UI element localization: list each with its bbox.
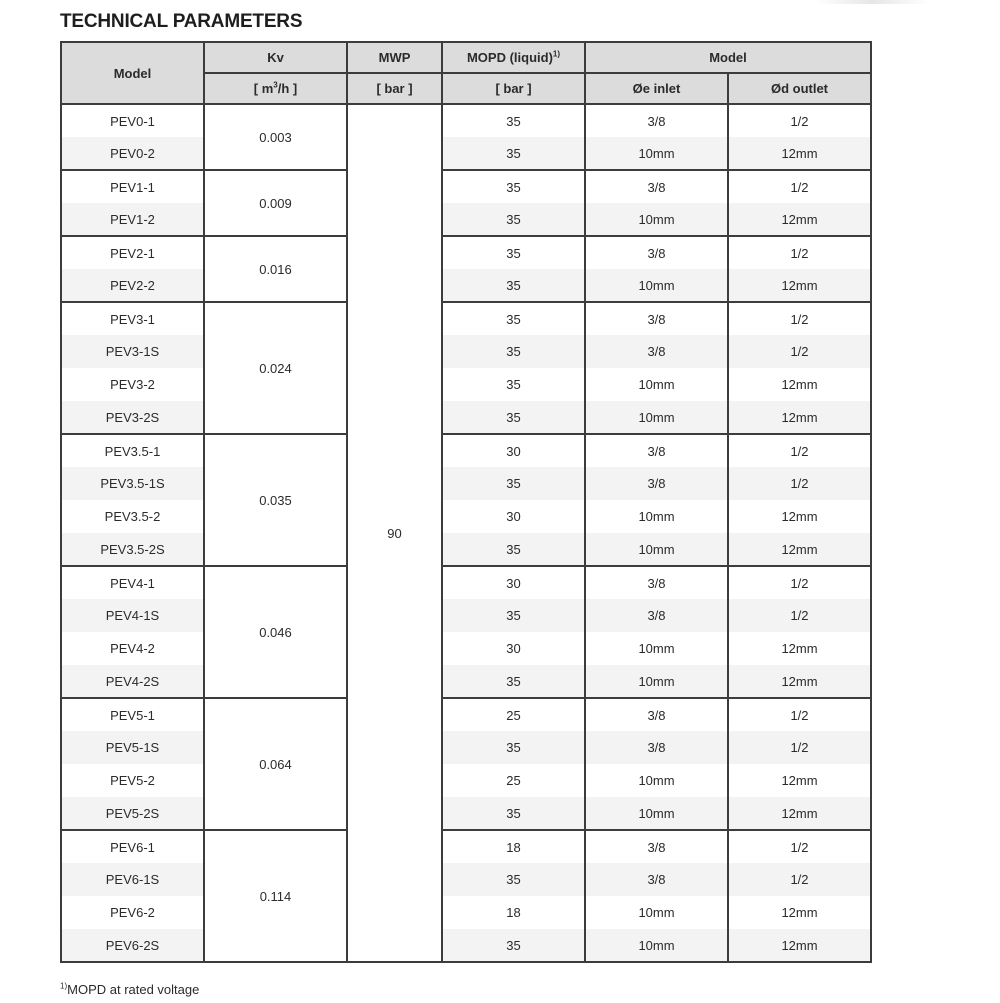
table-row [61, 929, 871, 962]
cell-outlet: 12mm [728, 665, 871, 698]
cell-outlet: 1/2 [728, 830, 871, 863]
table-row [61, 797, 871, 830]
page-title: TECHNICAL PARAMETERS [60, 11, 303, 32]
technical-parameters-table [60, 41, 872, 963]
table-row [61, 731, 871, 764]
cell-outlet: 1/2 [728, 731, 871, 764]
cell-inlet: 3/8 [585, 698, 728, 731]
cell-mopd: 35 [442, 104, 585, 137]
table-row [61, 401, 871, 434]
cell-kv: 0.114 [204, 830, 347, 962]
cell-model: PEV1-1 [61, 170, 204, 203]
table-row [61, 500, 871, 533]
table-row [61, 863, 871, 896]
table-row [61, 467, 871, 500]
cell-inlet: 10mm [585, 500, 728, 533]
cell-inlet: 10mm [585, 632, 728, 665]
cell-model: PEV6-2S [61, 929, 204, 962]
cell-model: PEV4-1 [61, 566, 204, 599]
cell-inlet: 3/8 [585, 566, 728, 599]
cell-mopd: 30 [442, 500, 585, 533]
cell-model: PEV0-1 [61, 104, 204, 137]
cell-outlet: 12mm [728, 896, 871, 929]
cell-model: PEV5-2 [61, 764, 204, 797]
kv-unit-prefix: [ m [253, 81, 274, 96]
cell-inlet: 3/8 [585, 467, 728, 500]
header-kv-unit [204, 73, 347, 104]
cell-outlet: 12mm [728, 500, 871, 533]
footnote-mark: 1) [60, 981, 68, 991]
cell-inlet: 10mm [585, 665, 728, 698]
table-row [61, 632, 871, 665]
cell-kv: 0.035 [204, 434, 347, 566]
cell-outlet: 1/2 [728, 698, 871, 731]
header-mopd-label: MOPD (liquid) [466, 50, 553, 65]
cell-outlet: 12mm [728, 929, 871, 962]
cell-inlet: 10mm [585, 797, 728, 830]
header-mwp-unit: [ bar ] [347, 73, 442, 104]
cell-inlet: 3/8 [585, 830, 728, 863]
table-header [61, 42, 871, 104]
table-body [61, 104, 871, 962]
cell-model: PEV4-2 [61, 632, 204, 665]
table-row [61, 269, 871, 302]
cell-outlet: 12mm [728, 401, 871, 434]
cell-inlet: 3/8 [585, 863, 728, 896]
cell-inlet: 3/8 [585, 170, 728, 203]
cell-inlet: 3/8 [585, 335, 728, 368]
cell-mopd: 18 [442, 830, 585, 863]
cell-mopd: 18 [442, 896, 585, 929]
cell-inlet: 3/8 [585, 236, 728, 269]
table-row [61, 434, 871, 467]
header-kv: Kv [204, 42, 347, 73]
cell-inlet: 10mm [585, 269, 728, 302]
cell-outlet: 1/2 [728, 236, 871, 269]
table-row [61, 764, 871, 797]
cell-model: PEV5-1S [61, 731, 204, 764]
cell-model: PEV6-2 [61, 896, 204, 929]
cell-outlet: 12mm [728, 269, 871, 302]
cell-mopd: 35 [442, 665, 585, 698]
footnote-text: MOPD at rated voltage [67, 982, 200, 997]
table-row [61, 302, 871, 335]
cell-mopd: 35 [442, 797, 585, 830]
kv-unit-superscript: 3 [273, 80, 278, 90]
table-row [61, 170, 871, 203]
cell-outlet: 1/2 [728, 302, 871, 335]
cell-model: PEV6-1S [61, 863, 204, 896]
cell-mopd: 35 [442, 335, 585, 368]
cell-model: PEV3-2S [61, 401, 204, 434]
cell-kv: 0.003 [204, 104, 347, 170]
cell-inlet: 3/8 [585, 434, 728, 467]
cell-outlet: 1/2 [728, 434, 871, 467]
header-model: Model [61, 42, 204, 104]
cell-model: PEV0-2 [61, 137, 204, 170]
kv-unit-suffix: /h ] [277, 81, 298, 96]
table-row [61, 830, 871, 863]
header-model-group: Model [585, 42, 871, 73]
cell-model: PEV4-1S [61, 599, 204, 632]
header-mwp: MWP [347, 42, 442, 73]
cell-outlet: 1/2 [728, 599, 871, 632]
cell-inlet: 10mm [585, 368, 728, 401]
cell-kv: 0.016 [204, 236, 347, 302]
cell-mopd: 35 [442, 203, 585, 236]
cell-model: PEV6-1 [61, 830, 204, 863]
cell-outlet: 12mm [728, 764, 871, 797]
cell-mopd: 35 [442, 170, 585, 203]
cell-mopd: 35 [442, 236, 585, 269]
cell-model: PEV3.5-1S [61, 467, 204, 500]
cell-mopd: 35 [442, 929, 585, 962]
cell-model: PEV3.5-2S [61, 533, 204, 566]
cell-mopd: 35 [442, 401, 585, 434]
table-row [61, 566, 871, 599]
cell-mopd: 25 [442, 764, 585, 797]
cell-model: PEV1-2 [61, 203, 204, 236]
cell-mopd: 35 [442, 863, 585, 896]
header-inlet: Øe inlet [585, 73, 728, 104]
table-row [61, 104, 871, 137]
cell-outlet: 1/2 [728, 467, 871, 500]
cell-mopd: 35 [442, 731, 585, 764]
cell-mopd: 35 [442, 599, 585, 632]
cell-inlet: 10mm [585, 401, 728, 434]
cell-model: PEV4-2S [61, 665, 204, 698]
cell-inlet: 10mm [585, 896, 728, 929]
cell-inlet: 3/8 [585, 302, 728, 335]
table-row [61, 599, 871, 632]
cell-outlet: 12mm [728, 203, 871, 236]
header-mopd-footnote-mark: 1) [552, 49, 561, 59]
cell-mopd: 35 [442, 533, 585, 566]
cell-kv: 0.064 [204, 698, 347, 830]
table-row [61, 335, 871, 368]
header-mopd-unit: [ bar ] [442, 73, 585, 104]
cell-model: PEV5-1 [61, 698, 204, 731]
cell-inlet: 10mm [585, 533, 728, 566]
cell-outlet: 1/2 [728, 104, 871, 137]
cell-mopd: 30 [442, 566, 585, 599]
footnote [60, 982, 199, 997]
cell-mopd: 35 [442, 269, 585, 302]
cell-inlet: 3/8 [585, 599, 728, 632]
table-row [61, 203, 871, 236]
cell-outlet: 1/2 [728, 335, 871, 368]
cell-outlet: 12mm [728, 533, 871, 566]
cell-mopd: 25 [442, 698, 585, 731]
cell-inlet: 10mm [585, 137, 728, 170]
table-row [61, 665, 871, 698]
cell-outlet: 1/2 [728, 566, 871, 599]
cell-inlet: 10mm [585, 764, 728, 797]
cell-inlet: 10mm [585, 929, 728, 962]
table-row [61, 698, 871, 731]
table-row [61, 368, 871, 401]
cell-kv: 0.009 [204, 170, 347, 236]
cell-outlet: 12mm [728, 368, 871, 401]
cell-mopd: 35 [442, 368, 585, 401]
cell-inlet: 3/8 [585, 731, 728, 764]
cell-model: PEV5-2S [61, 797, 204, 830]
cell-model: PEV3-1 [61, 302, 204, 335]
cell-mwp: 90 [347, 104, 442, 962]
table-row [61, 533, 871, 566]
cell-inlet: 3/8 [585, 104, 728, 137]
cell-mopd: 35 [442, 302, 585, 335]
cell-kv: 0.046 [204, 566, 347, 698]
cell-model: PEV3.5-2 [61, 500, 204, 533]
cell-outlet: 1/2 [728, 863, 871, 896]
cell-kv: 0.024 [204, 302, 347, 434]
cell-mopd: 35 [442, 137, 585, 170]
cell-model: PEV2-2 [61, 269, 204, 302]
top-edge-shade [815, 0, 930, 4]
table-row [61, 137, 871, 170]
cell-outlet: 1/2 [728, 170, 871, 203]
cell-model: PEV3-2 [61, 368, 204, 401]
header-outlet: Ød outlet [728, 73, 871, 104]
table-row [61, 896, 871, 929]
cell-inlet: 10mm [585, 203, 728, 236]
cell-mopd: 35 [442, 467, 585, 500]
table-row [61, 236, 871, 269]
cell-model: PEV3.5-1 [61, 434, 204, 467]
cell-mopd: 30 [442, 434, 585, 467]
cell-model: PEV3-1S [61, 335, 204, 368]
cell-outlet: 12mm [728, 632, 871, 665]
cell-mopd: 30 [442, 632, 585, 665]
cell-outlet: 12mm [728, 797, 871, 830]
cell-model: PEV2-1 [61, 236, 204, 269]
cell-outlet: 12mm [728, 137, 871, 170]
header-mopd [442, 42, 585, 73]
